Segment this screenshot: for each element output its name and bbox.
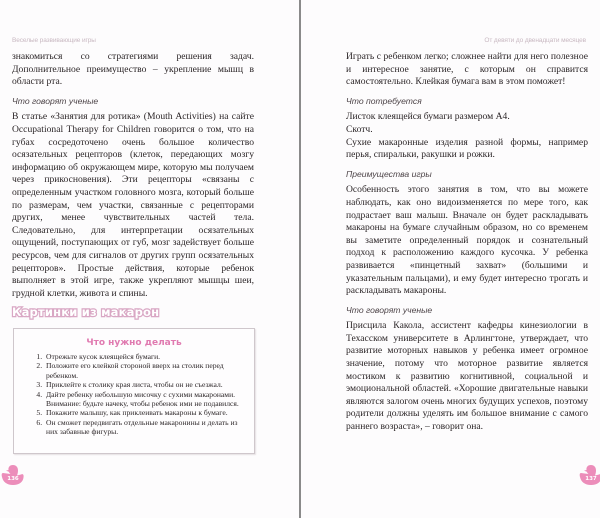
scientists-paragraph: Присцила Какола, ассистент кафедры кинезиологии в Техасском университете в Арлингтоне, утверждает, что развитие моторных навыков у ребенка имеет огромное значение, потому что моторное развитие является мостиком к развитию когнитивной, социальной и эмоциональной областей. «Хорошие двигательные навыки являются залогом очень многих будущих успехов, поэтому родители должны уделять им большое внимание с самого раннего возраста», – говорит она. [346,320,588,433]
materials-heading: Что потребуется [346,95,422,106]
intro-paragraph: знакомиться со стратегиями решения задач. Дополнительное преимущество – укрепление мышц в области рта. [12,51,254,88]
material-item: Сухие макаронные изделия разной формы, например перья, спиральки, ракушки и рожки. [346,136,588,161]
scientists-heading: Что говорят ученые [12,95,99,106]
step-item: 5. Покажите малышу, как приклеивать макароны к бумаге. [44,408,240,417]
scientists-paragraph: В статье «Занятия для ротика» (Mouth Activities) на сайте Occupational Therapy for Children говорится о том, что на губах сосредоточено очень большое количество осязательных рецепторов (клеток, передающих мозгу информацию об окружающем мире, которую мы получаем через прикосновения). Эти рецепторы «связаны с определенным участком головного мозга, который больше по размерам, чем участки, связанные с рецепторами других, менее чувствительных частей тела. Следовательно, для интерпретации осязательных ощущений, поступающих от губ, мозг задействует больше ресурсов, чем для сигналов от других групп осязательных рецепторов». Простые действия, которые ребенок выполняет в этой игре, также укрепляют мышцы шеи, грудной клетки, живота и спины. [12,111,254,299]
benefits-paragraph: Особенность этого занятия в том, что вы можете наблюдать, как оно видоизменяется по мере того, как подрастает ваш малыш. Вначале он будет раскладывать макароны на бумаге случайным образом, но со временем вы заметите определенный порядок и сознательный подход к расположению каждого кусочка. У ребенка развивается «пинцетный захват» (большими и указательным пальцами), и ему будет интересно трогать и раскладывать макароны. [346,184,588,297]
material-item: Скотч. [346,123,373,135]
step-item: 1. Отрежьте кусок клеящейся бумаги. [44,352,240,361]
duck-icon [578,462,600,488]
left-page [0,0,299,518]
step-item: 2. Положите его клейкой стороной вверх на столик перед ребенком. [44,361,240,380]
right-body [346,51,588,434]
benefits-heading: Преимущества игры [346,168,432,179]
page-number-badge-right [578,462,600,488]
step-item: 3. Приклейте к столику края листа, чтобы он не съезжал. [44,380,240,389]
page-number-badge-left [0,462,26,488]
running-head-right: От девяти до двенадцати месяцев [484,37,586,44]
section-title: Картинки из макарон [12,305,160,319]
steps-list [14,352,254,437]
step-item: 6. Он сможет передвигать отдельные макаронины и делать из них забавные фигуры. [44,418,240,437]
page-number: 136 [7,476,19,482]
running-head-left: Веселые развивающие игры [12,37,96,44]
step-item: 4. Дайте ребенку небольшую мисочку с сухими макаронами. Внимание: будьте начеку, чтобы ребенок ими не подавился. [44,390,240,409]
steps-title: Что нужно делать [86,338,182,348]
left-body [12,51,254,300]
page-number: 137 [585,476,597,482]
intro-paragraph: Играть с ребенком легко; сложнее найти для него полезное и интересное занятие, с которым он справится самостоятельно. Клейкая бумага вам в этом поможет! [346,51,588,88]
material-item: Листок клеящейся бумаги размером А4. [346,111,510,123]
duck-icon [0,462,26,488]
right-page [301,0,600,518]
scientists-heading: Что говорят ученые [346,304,433,315]
steps-box [13,328,255,454]
